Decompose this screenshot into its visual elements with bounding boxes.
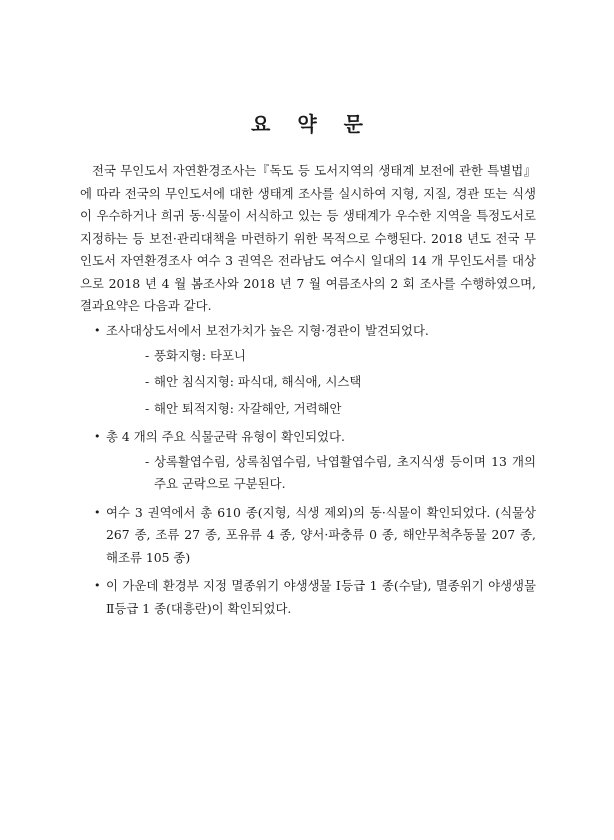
sub-item-text: 해안 침식지형: 파식대, 해식애, 시스택 — [154, 374, 362, 389]
dash-icon: - — [145, 347, 150, 363]
summary-list — [80, 320, 536, 626]
summary-item — [80, 575, 536, 620]
summary-item — [80, 502, 536, 570]
sub-item — [106, 345, 536, 368]
intro-paragraph — [80, 160, 536, 318]
summary-item-text: 이 가운데 환경부 지정 멸종위기 야생생물 Ⅰ등급 1 종(수달), 멸종위기 야생생물 Ⅱ등급 1 종(대흥란)이 확인되었다. — [106, 578, 536, 616]
summary-item — [80, 426, 536, 496]
dash-icon: - — [145, 400, 150, 416]
summary-item-text: 여수 3 권역에서 총 610 종(지형, 식생 제외)의 동·식물이 확인되었다. (식물상 267 종, 조류 27 종, 포유류 4 종, 양서·파충류 0 종, 해안무척추동물 207 종, 해조류 105 종) — [106, 504, 536, 565]
page-title: 요 약 문 — [251, 112, 373, 136]
bullet-icon: • — [94, 324, 101, 337]
sub-list — [106, 451, 536, 496]
summary-item-text: 총 4 개의 주요 식물군락 유형이 확인되었다. — [106, 429, 345, 444]
sub-item-text: 상록활엽수림, 상록침엽수림, 낙엽활엽수림, 초지식생 등이며 13 개의 주요 군락으로 구분된다. — [154, 453, 536, 491]
dash-icon: - — [145, 453, 150, 469]
dash-icon: - — [145, 374, 150, 389]
sub-item — [106, 371, 536, 394]
intro-text: 전국 무인도서 자연환경조사는『독도 등 도서지역의 생태계 보전에 관한 특별법』에 따라 전국의 무인도서에 대한 생태계 조사를 실시하여 지형, 지질, 경관 또는 식생이 우수하거나 희귀 동·식물이 서식하고 있는 등 생태계가 우수한 지역을 특정도서로 지정하는 등 보전·관리대책을 마련하기 위한 목적으로 수행된다. 2018 년도 전국 무인도서 자연환경조사 여수 3 권역은 전라남도 여수시 일대의 14 개 무인도서를 대상으로 2018 년 4 월 봄조사와 2018 년 7 월 여름조사의 2 회 조사를 수행하였으며, 결과요약은 다음과 같다. — [80, 163, 536, 313]
bullet-icon: • — [94, 579, 101, 592]
summary-item-text: 조사대상도서에서 보전가치가 높은 지형·경관이 발견되었다. — [106, 323, 429, 338]
sub-item — [106, 398, 536, 421]
sub-item-text: 풍화지형: 타포니 — [154, 347, 246, 363]
sub-list — [106, 345, 536, 421]
sub-item — [106, 451, 536, 496]
sub-item-text: 해안 퇴적지형: 자갈해안, 거력해안 — [154, 400, 342, 416]
summary-item — [80, 320, 536, 420]
bullet-icon: • — [94, 430, 101, 443]
bullet-icon: • — [94, 505, 101, 519]
